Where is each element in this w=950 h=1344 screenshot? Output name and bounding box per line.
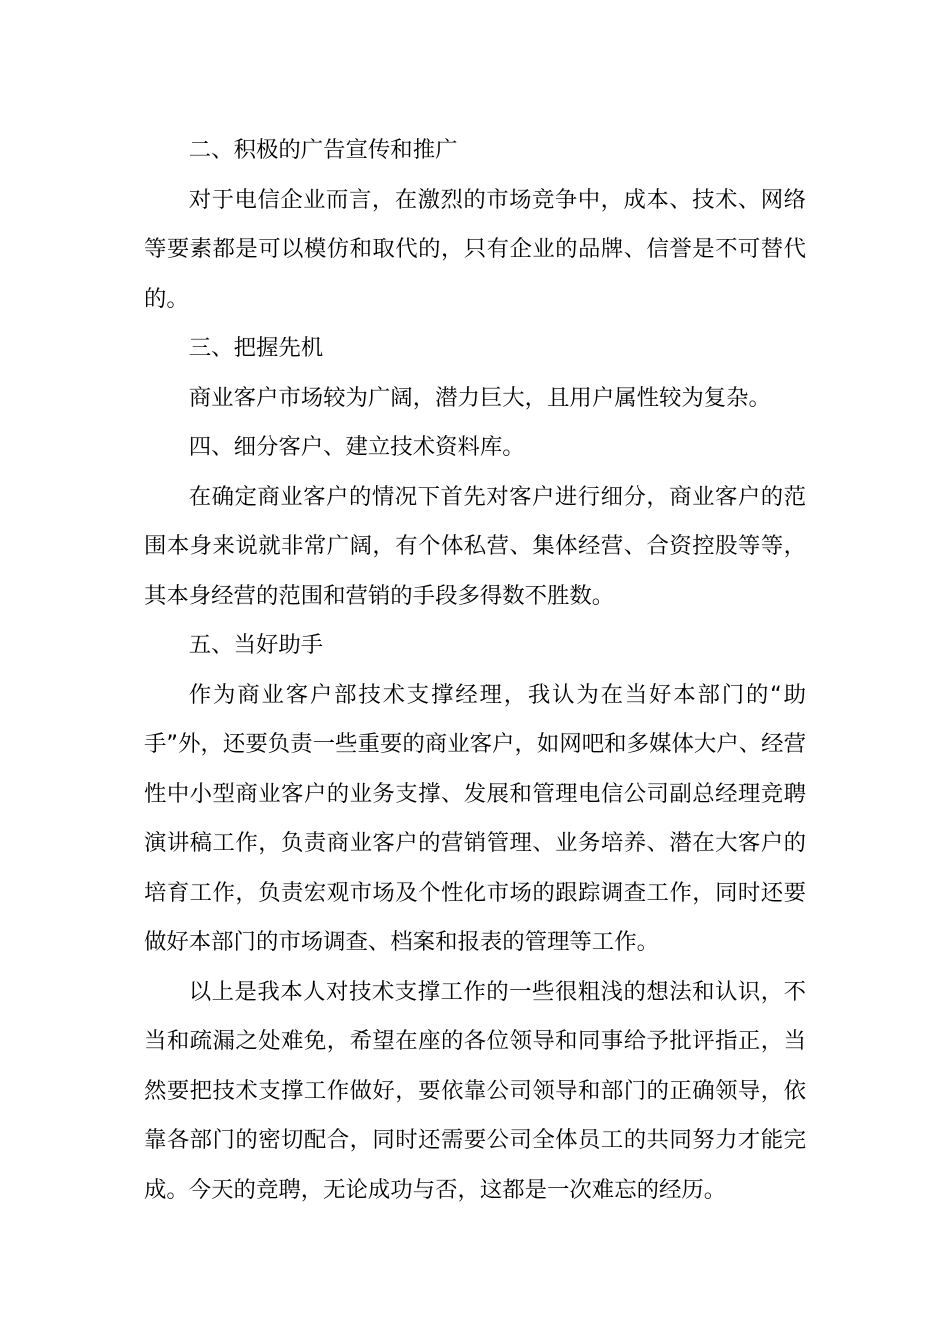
- section-heading: 二、积极的广告宣传和推广: [188, 137, 458, 163]
- document-body: [144, 126, 806, 1215]
- section-heading: 五、当好助手: [188, 632, 324, 658]
- body-paragraph: 作为商业客户部技术支撑经理，我认为在当好本部门的“助手”外，还要负责一些重要的商业客户，如网吧和多媒体大户、经营性中小型商业客户的业务支撑、发展和管理电信公司副总经理竞聘演讲稿工作，负责商业客户的营销管理、业务培养、潜在大客户的培育工作，负责宏观市场及个性化市场的跟踪调查工作，同时还要做好本部门的市场调查、档案和报表的管理等工作。: [144, 681, 806, 955]
- section-heading: 三、把握先机: [188, 335, 324, 361]
- body-paragraph: 以上是我本人对技术支撑工作的一些很粗浅的想法和认识，不当和疏漏之处难免，希望在座的各位领导和同事给予批评指正，当然要把技术支撑工作做好，要依靠公司领导和部门的正确领导，依靠各部门的密切配合，同时还需要公司全体员工的共同努力才能完成。今天的竞聘，无论成功与否，这都是一次难忘的经历。: [144, 978, 806, 1203]
- section-heading: 四、细分客户、建立技术资料库。: [188, 434, 525, 460]
- body-paragraph: 在确定商业客户的情况下首先对客户进行细分，商业客户的范围本身来说就非常广阔，有个体私营、集体经营、合资控股等等，其本身经营的范围和营销的手段多得数不胜数。: [144, 483, 806, 609]
- body-paragraph: 对于电信企业而言，在激烈的市场竞争中，成本、技术、网络等要素都是可以模仿和取代的，只有企业的品牌、信誉是不可替代的。: [144, 186, 806, 312]
- body-paragraph: 商业客户市场较为广阔，潜力巨大，且用户属性较为复杂。: [188, 384, 771, 411]
